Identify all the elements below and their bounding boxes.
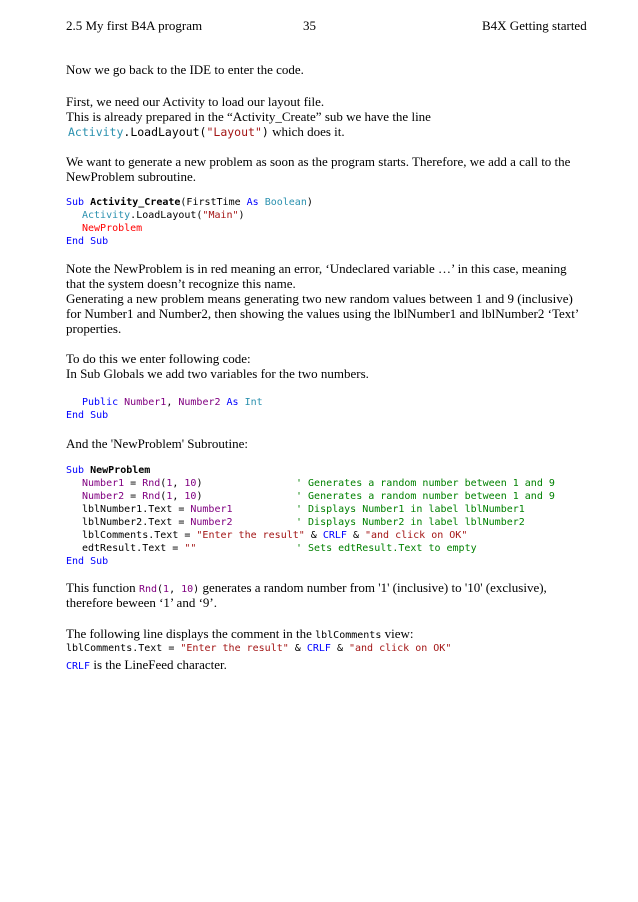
code1-line3-error: NewProblem <box>82 223 143 234</box>
paragraph-new-problem-b: NewProblem subroutine. <box>66 169 196 184</box>
paragraph-newproblem-sub: And the 'NewProblem' Subroutine: <box>66 436 248 451</box>
paragraph-rnd-function: This function Rnd(1, 10) generates a random number from '1' (inclusive) to '10' (exclusive), <box>66 580 547 595</box>
paragraph-red-error-b: that the system doesn’t recognize this name. <box>66 276 296 291</box>
code1-line1: Sub Activity_Create(FirstTime As Boolean) <box>66 197 313 208</box>
inline-text-which-does-it: which does it. <box>268 124 345 139</box>
code3-row3: lblNumber1.Text = Number1 <box>82 504 233 515</box>
paragraph-new-problem-a: We want to generate a new problem as soon as the program starts. Therefore, we add a call to the <box>66 154 571 169</box>
paragraph-generate-a: Generating a new problem means generating two new random values between 1 and 9 (inclusive) <box>66 291 573 306</box>
code3-footer: End Sub <box>66 556 109 567</box>
inline-code-close: ) <box>261 125 269 139</box>
inline-code-layout-string: "Layout" <box>206 125 262 139</box>
inline-code-activity: Activity <box>68 125 124 139</box>
code1-line2: Activity.LoadLayout("Main") <box>82 210 245 221</box>
paragraph-lblcomments: The following line displays the comment in the lblComments view: <box>66 626 414 641</box>
paragraph-crlf: CRLF is the LineFeed character. <box>66 657 227 672</box>
code3-row2-comment: ' Generates a random number between 1 and 9 <box>296 491 555 502</box>
code2-line2: End Sub <box>66 410 109 421</box>
code3-row4: lblNumber2.Text = Number2 <box>82 517 233 528</box>
paragraph-globals: In Sub Globals we add two variables for the two numbers. <box>66 366 369 381</box>
paragraph-generate-c: properties. <box>66 321 122 336</box>
code3-row2: Number2 = Rnd(1, 10) <box>82 491 203 502</box>
header-section-title: 2.5 My first B4A program <box>66 18 203 33</box>
inline-code-loadlayout: .LoadLayout( <box>123 125 207 139</box>
code3-row3-comment: ' Displays Number1 in label lblNumber1 <box>296 504 525 515</box>
code3-row1: Number1 = Rnd(1, 10) <box>82 478 203 489</box>
header-book-title: B4X Getting started <box>482 18 587 33</box>
header-page-number: 35 <box>303 18 316 33</box>
code3-row5: lblComments.Text = "Enter the result" & CRLF & "and click on OK" <box>82 530 468 541</box>
code3-row4-comment: ' Displays Number2 in label lblNumber2 <box>296 517 525 528</box>
paragraph-red-error-a: Note the NewProblem is in red meaning an error, ‘Undeclared variable …’ in this case, meaning <box>66 261 567 276</box>
paragraph-generate-b: for Number1 and Number2, then showing the values using the lblNumber1 and lblNumber2 ‘Text’ <box>66 306 580 321</box>
code3-row1-comment: ' Generates a random number between 1 and 9 <box>296 478 555 489</box>
paragraph-activity-load: First, we need our Activity to load our layout file. <box>66 94 325 109</box>
paragraph-activity-create: This is already prepared in the “Activity_Create” sub we have the line <box>66 109 431 124</box>
paragraph-ide: Now we go back to the IDE to enter the code. <box>66 62 304 77</box>
code1-line4: End Sub <box>66 236 109 247</box>
paragraph-lblcomments-code: lblComments.Text = "Enter the result" & CRLF & "and click on OK" <box>66 643 452 654</box>
code3-row6-comment: ' Sets edtResult.Text to empty <box>296 543 477 554</box>
paragraph-code-intro: To do this we enter following code: <box>66 351 251 366</box>
code3-header: Sub NewProblem <box>66 465 151 476</box>
paragraph-rnd-range: therefore beween ‘1’ and ‘9’. <box>66 595 217 610</box>
code2-line1: Public Number1, Number2 As Int <box>82 397 263 408</box>
code3-row6: edtResult.Text = "" <box>82 543 197 554</box>
paragraph-loadlayout-line <box>68 124 345 140</box>
